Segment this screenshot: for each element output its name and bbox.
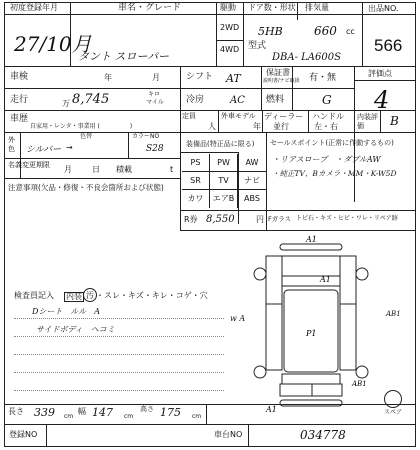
selling-points-line2: ・純正TV、Bカメラ・MM・K-W5D [272, 169, 397, 178]
title-change-day: 日 [92, 165, 100, 174]
drive-label: 駆動 [220, 3, 236, 12]
spare-label: スペア [384, 409, 403, 416]
windshield [282, 276, 340, 286]
score-label: 評価点 [368, 69, 392, 78]
color-no-value: S28 [146, 144, 164, 154]
r-value: 8,550 [206, 214, 235, 225]
inspector-option-interior: 内装 [66, 292, 82, 301]
frame-no-label: 車台NO [214, 430, 243, 439]
height-label: 高さ [140, 405, 154, 413]
displacement-unit: cc [346, 27, 355, 36]
ac-value: AC [230, 95, 245, 106]
exterior-color-value: シルバー [26, 145, 62, 155]
wheel-fr [356, 268, 368, 280]
front-bumper [280, 244, 342, 250]
width-unit: cm [124, 413, 134, 420]
first-reg-label: 初度登録年月 [10, 3, 58, 12]
door-label: ドア数・形状 [248, 3, 296, 12]
wheel-rr [356, 366, 368, 378]
glass-label: Fガラス [268, 215, 292, 223]
exterior-color-label: 外色 [8, 136, 15, 153]
rear-window [282, 374, 340, 384]
front-side-left [266, 256, 282, 304]
equipment-label: 装備品(特正品に限る) [186, 140, 255, 148]
height-unit: cm [192, 413, 202, 420]
inspector-line2: サイドボディ ヘコミ [36, 325, 115, 334]
marker-p1: P1 [306, 329, 317, 338]
mileage-mile: マイル [146, 99, 164, 106]
color-change-arrow: → [66, 143, 73, 152]
listing-no-value: 566 [374, 36, 403, 55]
r-unit: 円 [256, 215, 264, 224]
wheel-fl [254, 268, 266, 280]
height-value: 175 [160, 406, 181, 419]
width-value: 147 [92, 406, 113, 419]
marker-ab1: AB1 [386, 310, 401, 318]
width-label: 幅 [78, 407, 86, 416]
equipment-item: SR [182, 172, 210, 190]
score-value: 4 [374, 86, 390, 114]
marker-a1-top: A1 [306, 235, 317, 244]
exterior-model-label: 外車モデル [221, 112, 256, 120]
glass-options: トビ石・キズ・ヒビ・ワレ・リペア跡 [296, 215, 398, 222]
title-change-month: 月 [64, 165, 72, 174]
inspector-options-rest: ・スレ・キズ・キレ・コゲ・穴 [96, 291, 208, 300]
history-label: 車歴 [10, 114, 29, 124]
wheel-rl [254, 366, 266, 378]
model-value: DBA- LA600S [272, 52, 341, 63]
equipment-item: ナビ [238, 172, 266, 190]
drive-2wd: 2WD [220, 23, 240, 32]
shift-label: シフト [186, 72, 214, 82]
displacement-value: 660 [314, 24, 337, 38]
equipment-item: TV [210, 172, 238, 190]
car-name-label: 車名・グレード [118, 3, 182, 13]
equipment-item: カワ [182, 190, 210, 208]
inspector-label: 検査員記入 [14, 291, 54, 300]
inspection-month: 月 [152, 73, 160, 82]
load-unit: t [170, 165, 174, 174]
length-value: 339 [34, 406, 55, 419]
interior-value: B [390, 114, 399, 128]
fuel-label: 燃料 [266, 95, 285, 105]
notes-label: 注意事項(欠品・修復・不良会箇所および状態) [8, 183, 164, 192]
car-damage-diagram [240, 234, 390, 418]
selling-points-line1: ・リアスロープ ・ダブルAW [272, 155, 381, 164]
interior-label: 内装評価 [357, 113, 378, 130]
mileage-man: 万 [62, 99, 70, 108]
handle-label: ハンドル [312, 112, 344, 121]
equipment-item: AW [238, 154, 266, 172]
color-change-label: 色替 [80, 133, 93, 140]
inspection-label: 車検 [10, 72, 29, 82]
history-sub: 自家用・レンタ・事業用 ( ) [30, 123, 133, 130]
capacity-unit: 人 [208, 122, 216, 131]
inspector-line1: Dシート ルル A [32, 307, 100, 316]
equipment-item: ABS [244, 194, 260, 203]
frame-no-value: 034778 [300, 428, 346, 442]
drive-4wd: 4WD [220, 45, 240, 54]
model-label: 型式 [248, 41, 267, 51]
handle-value: 左・右 [314, 122, 338, 131]
door-left [266, 304, 282, 370]
marker-wa: w A [230, 314, 246, 323]
inspector-option-dirt: 汚 [86, 291, 94, 300]
marker-a1-left: A1 [266, 405, 277, 414]
first-reg-value: 27/10月 [14, 32, 92, 56]
mileage-km: キロ [148, 91, 161, 98]
equipment-item: エアB [210, 190, 238, 208]
length-label: 長さ [8, 407, 24, 416]
listing-no-label: 出品NO. [368, 4, 399, 13]
equipment-grid [182, 154, 266, 210]
warranty-label: 保証書 [266, 68, 290, 77]
marker-a1-roof: A1 [320, 275, 331, 284]
car-name-value: タント スローパー [78, 50, 169, 63]
selling-points-label: セールスポイント(正常に作動するもの) [270, 139, 394, 147]
rear-bumper [280, 400, 342, 406]
title-change-label: 名義変更期限 [8, 161, 50, 169]
r-label: R券 [184, 215, 198, 224]
warranty-value: 有・無 [309, 73, 337, 83]
door-value: 5HB [258, 25, 283, 38]
length-unit: cm [64, 413, 74, 420]
dealer-value: 並行 [273, 122, 289, 131]
front-side-right [340, 256, 356, 304]
fuel-value: G [322, 93, 332, 107]
color-no-label: カラーNO [132, 133, 160, 140]
equipment-item: PW [210, 154, 238, 172]
capacity-label: 定員 [182, 112, 196, 120]
equipment-item: PS [182, 154, 210, 172]
spare-tire-icon [384, 390, 402, 408]
ac-label: 冷房 [186, 95, 205, 105]
dealer-label: ディーラー [264, 112, 304, 121]
door-right [340, 304, 356, 370]
inspection-year: 年 [104, 73, 112, 82]
hood [282, 256, 340, 276]
warranty-sub: 説明書/ナビ取扱 [263, 78, 300, 84]
mileage-label: 走行 [10, 95, 29, 105]
marker-ab1-right: AB1 [352, 380, 367, 388]
load-label: 積載 [116, 165, 132, 174]
displacement-label: 排気量 [305, 3, 329, 12]
exterior-model-unit: 年 [253, 122, 261, 131]
rear-panel [280, 384, 342, 396]
shift-value: AT [226, 72, 241, 85]
mileage-value: 8,745 [72, 92, 110, 107]
reg-no-label: 登録NO [9, 430, 38, 439]
